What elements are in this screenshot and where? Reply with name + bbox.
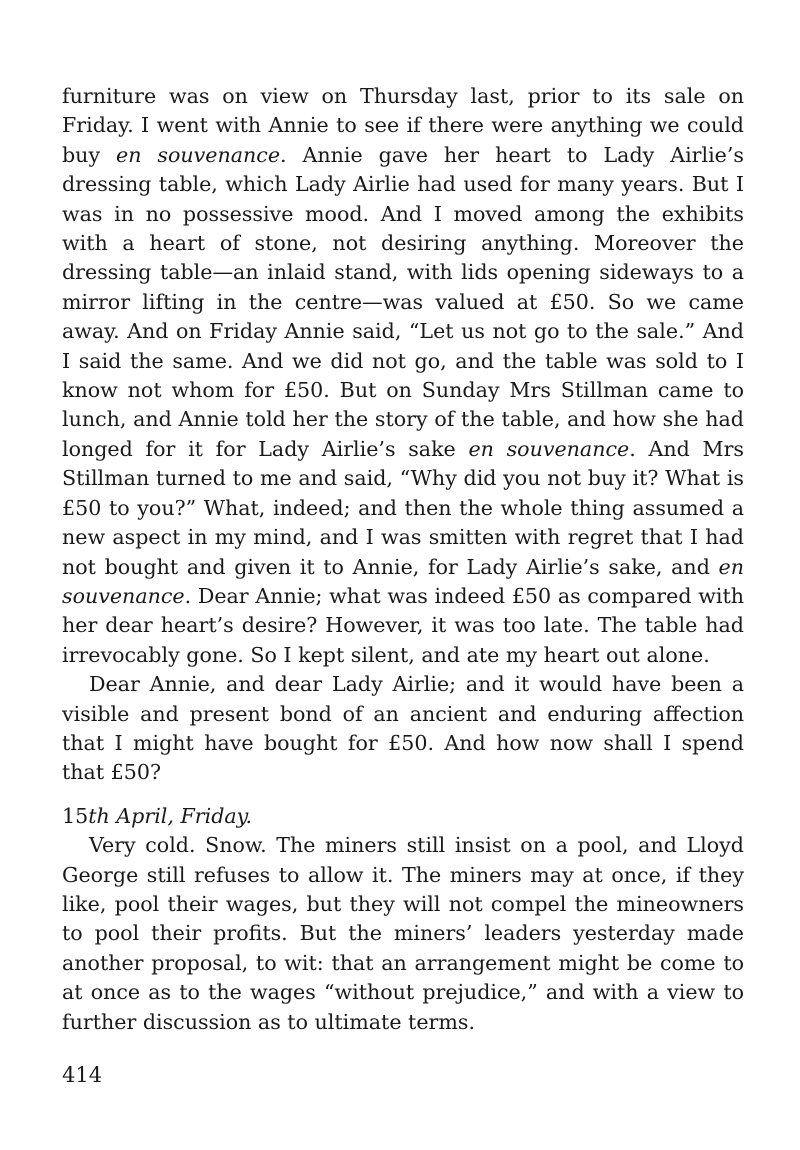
text-run: . Annie gave her heart to Lady Airlie’s dressing table, which Lady Airlie had used for many years. But I was in no possessive mood. And I moved among the exhibits with a heart of stone, not desiring anything. Moreover the dressing table—an inlaid stand, with lids opening sideways to a mirror lifting in the centre—was valued at £50. So we came away. And on Friday Annie said, “Let us not go to the sale.” And I said the same. And we did not go, and the table was sold to I know not whom for £50. But on Sunday Mrs Stillman came to lunch, and Annie told her the story of the table, and how she had longed for it for Lady Airlie’s sake — [62, 142, 744, 461]
text-run: . And Mrs Stillman turned to me and said, “Why did you not buy it? What is £50 to you?” What, indeed; and then the whole thing assumed a new aspect in my mind, and I was smitten with regret that I had not bought and given it to Annie, for Lady Airlie’s sake, and — [62, 436, 744, 579]
entry-day-number: 15 — [62, 803, 89, 828]
text-run: Dear Annie, and dear Lady Airlie; and it would have been a visible and present bond of an ancient and enduring affection that I might have bought for £50. And how now shall I spend that £50? — [62, 672, 744, 785]
italic-phrase: en souvenance — [116, 142, 281, 167]
paragraph-1 — [62, 82, 744, 670]
text-run: furniture was on view on Thursday last, prior to its sale on Friday. I went with Annie to see if there were anything we could buy — [62, 84, 744, 167]
page-number: 414 — [62, 1063, 103, 1087]
italic-phrase: en souvenance — [468, 436, 630, 461]
text-run: . Dear Annie; what was indeed £50 as compared with her dear heart’s desire? However, it was too late. The table had irrevocably gone. So I kept silent, and ate my heart out alone. — [62, 583, 744, 667]
diary-entry-heading — [62, 802, 744, 831]
text-run: Very cold. Snow. The miners still insist on a pool, and Lloyd George still refuses to allow it. The miners may at once, if they like, pool their wages, but they will not compel the mineowners to pool their profits. But the miners’ leaders yesterday made another proposal, to wit: that an arrangement might be come to at once as to the wages “without prejudice,” and with a view to further discussion as to ultimate terms. — [62, 833, 744, 1034]
italic-phrase: en souvenance — [62, 554, 744, 608]
entry-date-text: th April, Friday. — [88, 803, 253, 828]
paragraph-3 — [62, 831, 744, 1037]
paragraph-2 — [62, 670, 744, 788]
body-text — [62, 82, 744, 1037]
